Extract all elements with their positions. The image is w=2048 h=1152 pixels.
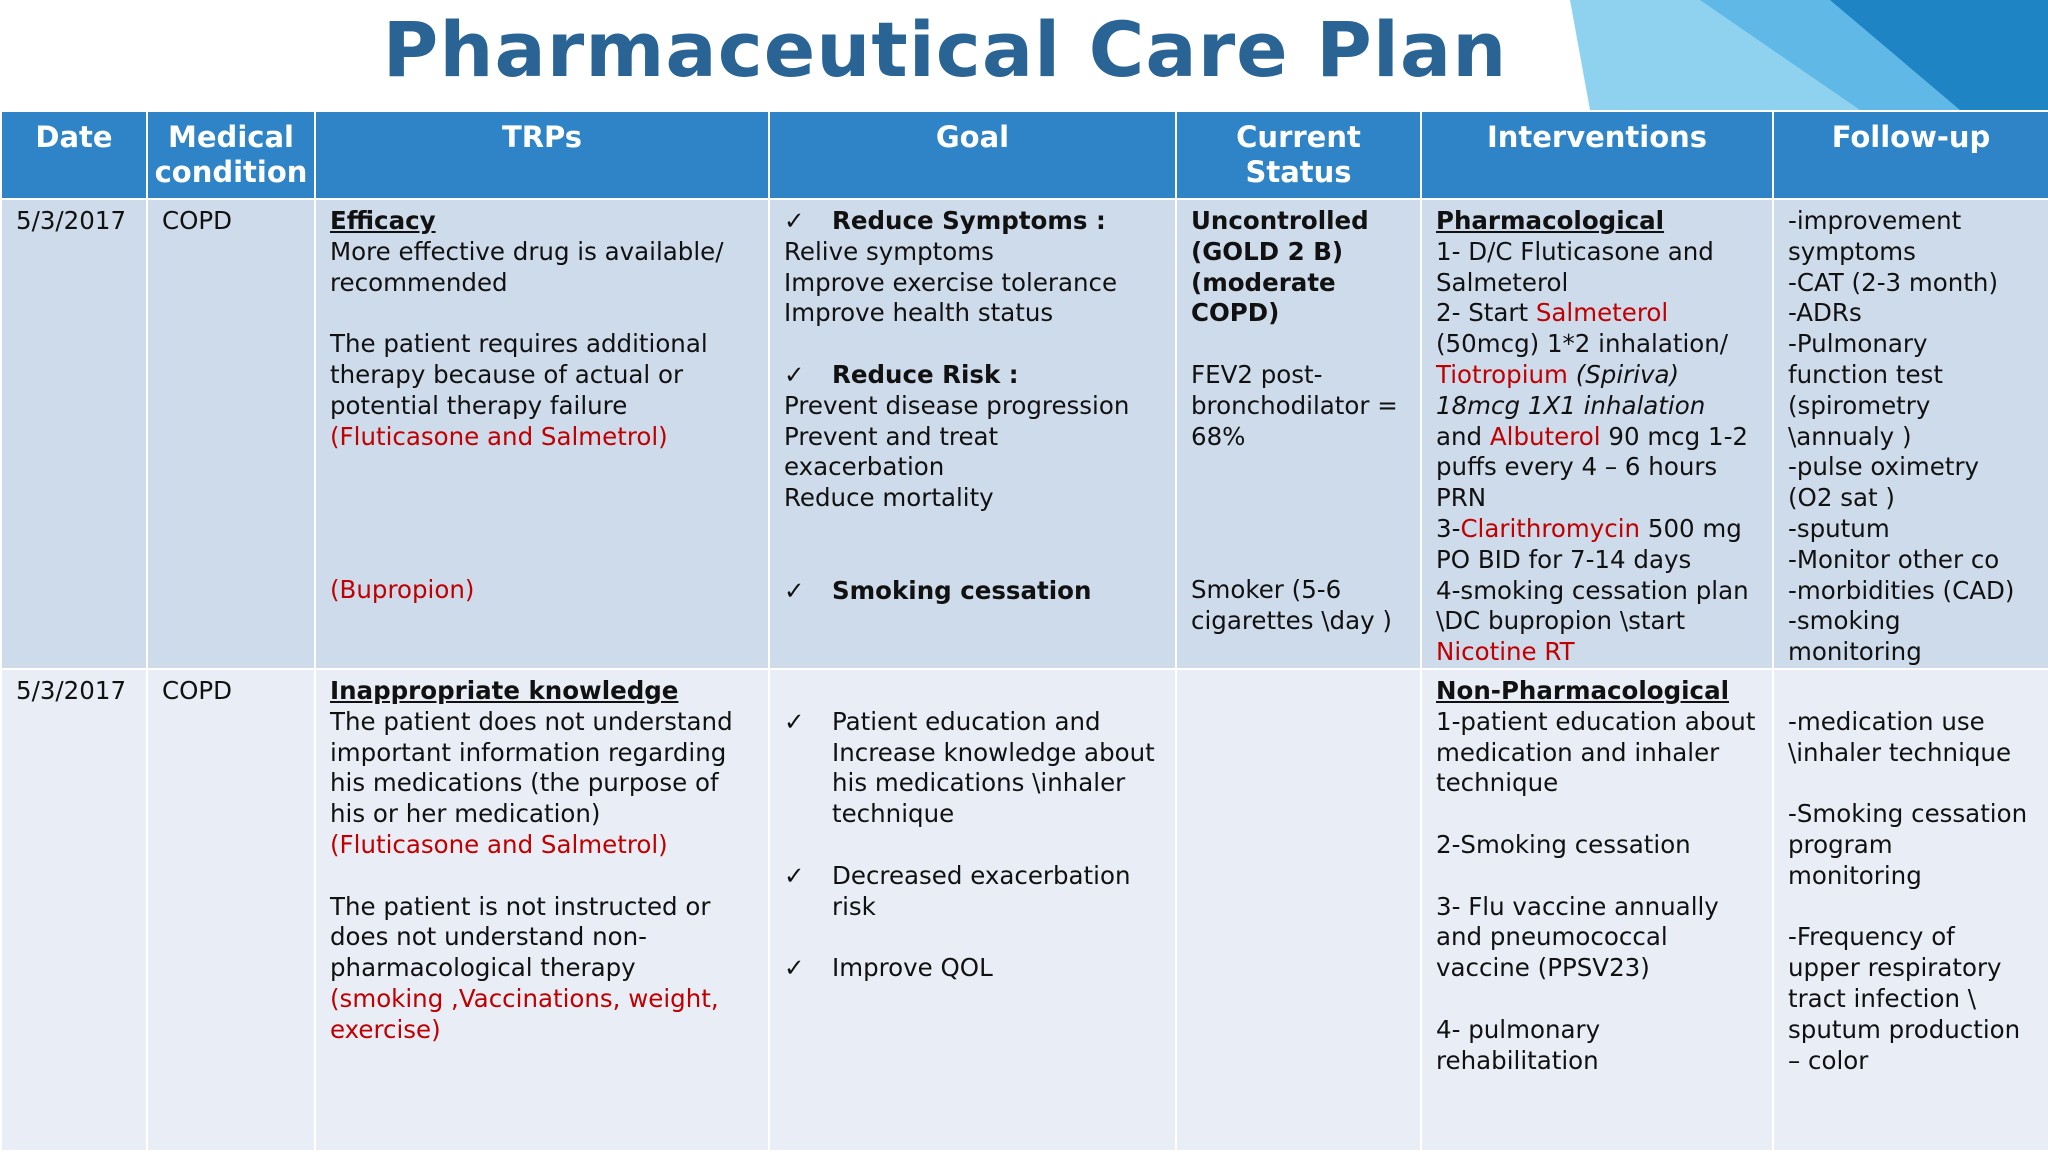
column-header-date: Date bbox=[1, 111, 147, 199]
goal-text: Improve exercise tolerance bbox=[784, 267, 1118, 297]
status-text: (moderate COPD) bbox=[1191, 267, 1336, 328]
interventions-cell bbox=[1421, 199, 1773, 669]
intervention-text: 3- Flu vaccine annually and pneumococcal vaccine (PPSV23) bbox=[1436, 891, 1719, 983]
followup-text: -Frequency of upper respiratory tract infection \ sputum production – color bbox=[1788, 922, 2021, 1075]
column-header-current-status: Current Status bbox=[1176, 111, 1421, 199]
goal-item: ✓ Smoking cessation bbox=[784, 575, 1092, 605]
followup-text: -smoking monitoring bbox=[1788, 606, 1922, 667]
followup-text: -Monitor other co bbox=[1788, 544, 2000, 574]
date-cell: 5/3/2017 bbox=[1, 669, 147, 1151]
status-text: (GOLD 2 B) bbox=[1191, 236, 1344, 266]
table-row bbox=[1, 669, 2048, 1151]
followup-cell bbox=[1773, 199, 2048, 669]
trps-heading: Efficacy bbox=[330, 206, 436, 235]
date-cell: 5/3/2017 bbox=[1, 199, 147, 669]
condition-cell: COPD bbox=[147, 199, 315, 669]
followup-text: -Smoking cessation program monitoring bbox=[1788, 799, 2028, 890]
status-text: Smoker (5-6 cigarettes \day ) bbox=[1191, 575, 1392, 636]
check-icon: ✓ bbox=[784, 953, 805, 983]
intervention-text: 2-Smoking cessation bbox=[1436, 829, 1691, 859]
intervention-text: 1- D/C Fluticasone and Salmeterol bbox=[1436, 236, 1714, 297]
intervention-text: 4-smoking cessation plan \DC bupropion \start bbox=[1436, 575, 1749, 636]
column-header-medical-condition: Medical condition bbox=[147, 111, 315, 199]
trps-text: The patient requires additional therapy because of actual or potential therapy failure bbox=[330, 329, 708, 420]
column-header-interventions: Interventions bbox=[1421, 111, 1773, 199]
followup-text: -morbidities (CAD) bbox=[1788, 575, 2015, 605]
check-icon: ✓ bbox=[784, 860, 805, 890]
followup-text: -ADRs bbox=[1788, 298, 1862, 328]
intervention-text: Tiotropium (Spiriva) 18mcg 1X1 inhalation bbox=[1436, 359, 1706, 420]
goal-item: ✓ Decreased exacerbation risk bbox=[784, 860, 1131, 921]
goal-item: ✓ Patient education and Increase knowledge about his medications \inhaler technique bbox=[784, 706, 1155, 829]
status-cell bbox=[1176, 199, 1421, 669]
page-title: Pharmaceutical Care Plan bbox=[382, 5, 1508, 94]
trps-drug: (Fluticasone and Salmetrol) bbox=[330, 421, 668, 451]
goal-item: ✓ Reduce Symptoms : bbox=[784, 206, 1106, 235]
table-header-row bbox=[1, 111, 2048, 199]
trps-heading: Inappropriate knowledge bbox=[330, 675, 679, 705]
trps-drug: (Bupropion) bbox=[330, 575, 475, 605]
intervention-text: 2- Start Salmeterol (50mcg) 1*2 inhalation/ bbox=[1436, 298, 1729, 359]
goal-cell bbox=[769, 669, 1176, 1151]
status-cell bbox=[1176, 669, 1421, 1151]
check-icon: ✓ bbox=[784, 706, 805, 736]
goal-text: Relive symptoms bbox=[784, 236, 994, 266]
column-header-trps: TRPs bbox=[315, 111, 769, 199]
followup-text: -pulse oximetry bbox=[1788, 452, 1980, 482]
interventions-heading: Non-Pharmacological bbox=[1436, 675, 1729, 705]
goal-text: Prevent and treat exacerbation bbox=[784, 421, 999, 482]
goal-cell bbox=[769, 199, 1176, 669]
check-icon: ✓ bbox=[784, 359, 805, 389]
condition-cell: COPD bbox=[147, 669, 315, 1151]
check-icon: ✓ bbox=[784, 575, 805, 605]
status-text: Uncontrolled bbox=[1191, 206, 1369, 235]
goal-text: Improve health status bbox=[784, 298, 1054, 328]
status-text: FEV2 post-bronchodilator = 68% bbox=[1191, 359, 1398, 451]
goal-item: ✓ Improve QOL bbox=[784, 953, 993, 983]
trps-text: More effective drug is available/ recommended bbox=[330, 236, 724, 297]
interventions-heading: Pharmacological bbox=[1436, 206, 1665, 235]
check-icon: ✓ bbox=[784, 206, 805, 235]
goal-item: ✓ Reduce Risk : bbox=[784, 359, 1019, 389]
interventions-cell bbox=[1421, 669, 1773, 1151]
trps-cell bbox=[315, 199, 769, 669]
trps-text: The patient does not understand important information regarding his medications (the purpose of his or her medication) bbox=[330, 706, 733, 829]
column-header-follow-up: Follow-up bbox=[1773, 111, 2048, 199]
followup-text: (O2 sat ) bbox=[1788, 483, 1895, 513]
intervention-text: 4- pulmonary rehabilitation bbox=[1436, 1014, 1601, 1075]
goal-text: Prevent disease progression bbox=[784, 390, 1130, 420]
followup-text: -sputum bbox=[1788, 513, 1890, 543]
trps-cell bbox=[315, 669, 769, 1151]
trps-drug: (Fluticasone and Salmetrol) bbox=[330, 829, 668, 859]
followup-text: -Pulmonary function test bbox=[1788, 329, 1943, 389]
care-plan-table bbox=[0, 110, 2048, 1152]
followup-text: (spirometry \annualy ) bbox=[1788, 390, 1931, 451]
trps-text: The patient is not instructed or does not understand non-pharmacological therapy bbox=[330, 891, 711, 983]
table-row bbox=[1, 199, 2048, 669]
intervention-text: 1-patient education about medication and inhaler technique bbox=[1436, 706, 1756, 798]
trps-drug: (smoking ,Vaccinations, weight, exercise) bbox=[330, 983, 719, 1044]
goal-text: Reduce mortality bbox=[784, 483, 994, 513]
followup-text: -improvement symptoms bbox=[1788, 206, 1962, 266]
column-header-goal: Goal bbox=[769, 111, 1176, 199]
followup-text: -CAT (2-3 month) bbox=[1788, 267, 1998, 297]
followup-cell bbox=[1773, 669, 2048, 1151]
intervention-drug: Nicotine RT bbox=[1436, 637, 1575, 667]
intervention-text: and Albuterol 90 mcg 1-2 puffs every 4 – 6 hours PRN bbox=[1436, 421, 1749, 513]
intervention-text: 3-Clarithromycin 500 mg PO BID for 7-14 days bbox=[1436, 513, 1742, 574]
followup-text: -medication use \inhaler technique bbox=[1788, 706, 2012, 767]
